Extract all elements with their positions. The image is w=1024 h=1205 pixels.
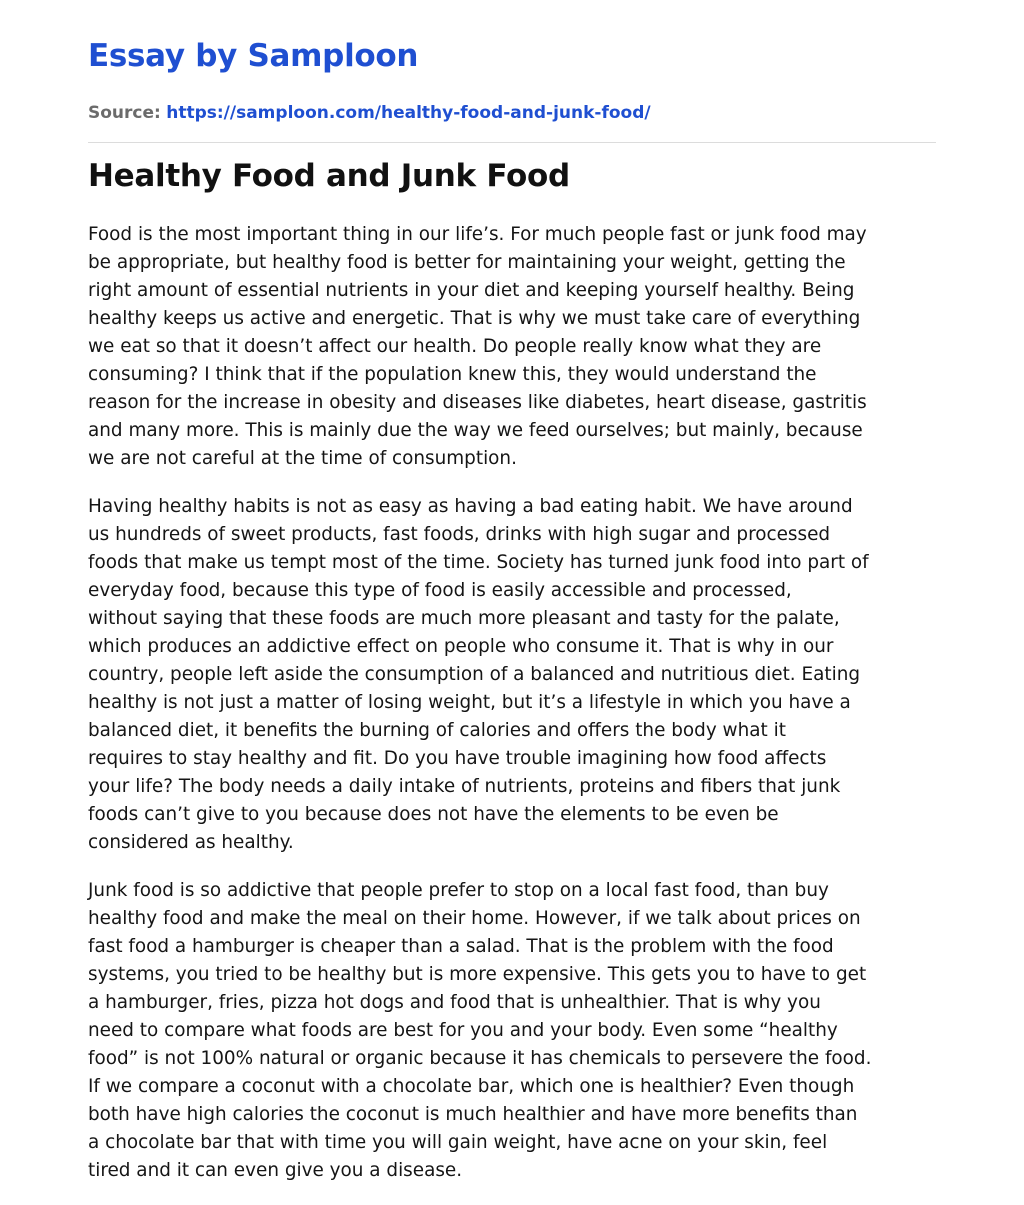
text-line: foods that make us tempt most of the time. Society has turned junk food into part of — [88, 552, 869, 573]
text-line: balanced diet, it benefits the burning of calories and offers the body what it — [88, 720, 786, 741]
site-brand-title: Essay by Samploon — [88, 38, 419, 74]
text-line: a chocolate bar that with time you will gain weight, have acne on your skin, feel — [88, 1132, 828, 1153]
text-line: systems, you tried to be healthy but is more expensive. This gets you to have to get — [88, 964, 867, 985]
text-line: Having healthy habits is not as easy as having a bad eating habit. We have around — [88, 496, 853, 517]
text-line: considered as healthy. — [88, 832, 294, 853]
text-line: healthy keeps us active and energetic. That is why we must take care of everything — [88, 308, 861, 329]
source-line — [88, 101, 651, 125]
header-divider — [88, 142, 936, 143]
text-line: foods can’t give to you because does not have the elements to be even be — [88, 804, 779, 825]
paragraph-1 — [88, 221, 936, 473]
text-line: If we compare a coconut with a chocolate bar, which one is healthier? Even though — [88, 1076, 855, 1097]
text-line: be appropriate, but healthy food is better for maintaining your weight, getting the — [88, 252, 846, 273]
text-line: us hundreds of sweet products, fast foods, drinks with high sugar and processed — [88, 524, 831, 545]
text-line: without saying that these foods are much more pleasant and tasty for the palate, — [88, 608, 840, 629]
paragraph-2 — [88, 493, 936, 857]
source-link[interactable]: https://samploon.com/healthy-food-and-junk-food/ — [166, 103, 651, 123]
text-line: fast food a hamburger is cheaper than a salad. That is the problem with the food — [88, 936, 834, 957]
text-line: and many more. This is mainly due the way we feed ourselves; but mainly, because — [88, 420, 863, 441]
text-line: Junk food is so addictive that people prefer to stop on a local fast food, than buy — [88, 880, 829, 901]
paragraph-3 — [88, 877, 936, 1185]
text-line: consuming? I think that if the population knew this, they would understand the — [88, 364, 817, 385]
text-line: healthy is not just a matter of losing weight, but it’s a lifestyle in which you have a — [88, 692, 851, 713]
text-line: a hamburger, fries, pizza hot dogs and food that is unhealthier. That is why you — [88, 992, 821, 1013]
text-line: your life? The body needs a daily intake of nutrients, proteins and fibers that junk — [88, 776, 841, 797]
text-line: country, people left aside the consumption of a balanced and nutritious diet. Eating — [88, 664, 861, 685]
essay-title: Healthy Food and Junk Food — [88, 158, 570, 194]
text-line: reason for the increase in obesity and diseases like diabetes, heart disease, gastritis — [88, 392, 867, 413]
text-line: requires to stay healthy and fit. Do you have trouble imagining how food affects — [88, 748, 827, 769]
text-line: healthy food and make the meal on their home. However, if we talk about prices on — [88, 908, 861, 929]
text-line: we are not careful at the time of consumption. — [88, 448, 517, 469]
essay-body — [88, 221, 936, 1205]
source-label: Source: — [88, 103, 161, 123]
text-line: Food is the most important thing in our life’s. For much people fast or junk food may — [88, 224, 867, 245]
text-line: both have high calories the coconut is much healthier and have more benefits than — [88, 1104, 858, 1125]
text-line: need to compare what foods are best for you and your body. Even some “healthy — [88, 1020, 838, 1041]
text-line: food” is not 100% natural or organic because it has chemicals to persevere the food. — [88, 1048, 872, 1069]
text-line: we eat so that it doesn’t affect our health. Do people really know what they are — [88, 336, 822, 357]
text-line: tired and it can even give you a disease. — [88, 1160, 463, 1181]
text-line: everyday food, because this type of food is easily accessible and processed, — [88, 580, 792, 601]
text-line: which produces an addictive effect on people who consume it. That is why in our — [88, 636, 834, 657]
text-line: right amount of essential nutrients in your diet and keeping yourself healthy. Being — [88, 280, 855, 301]
